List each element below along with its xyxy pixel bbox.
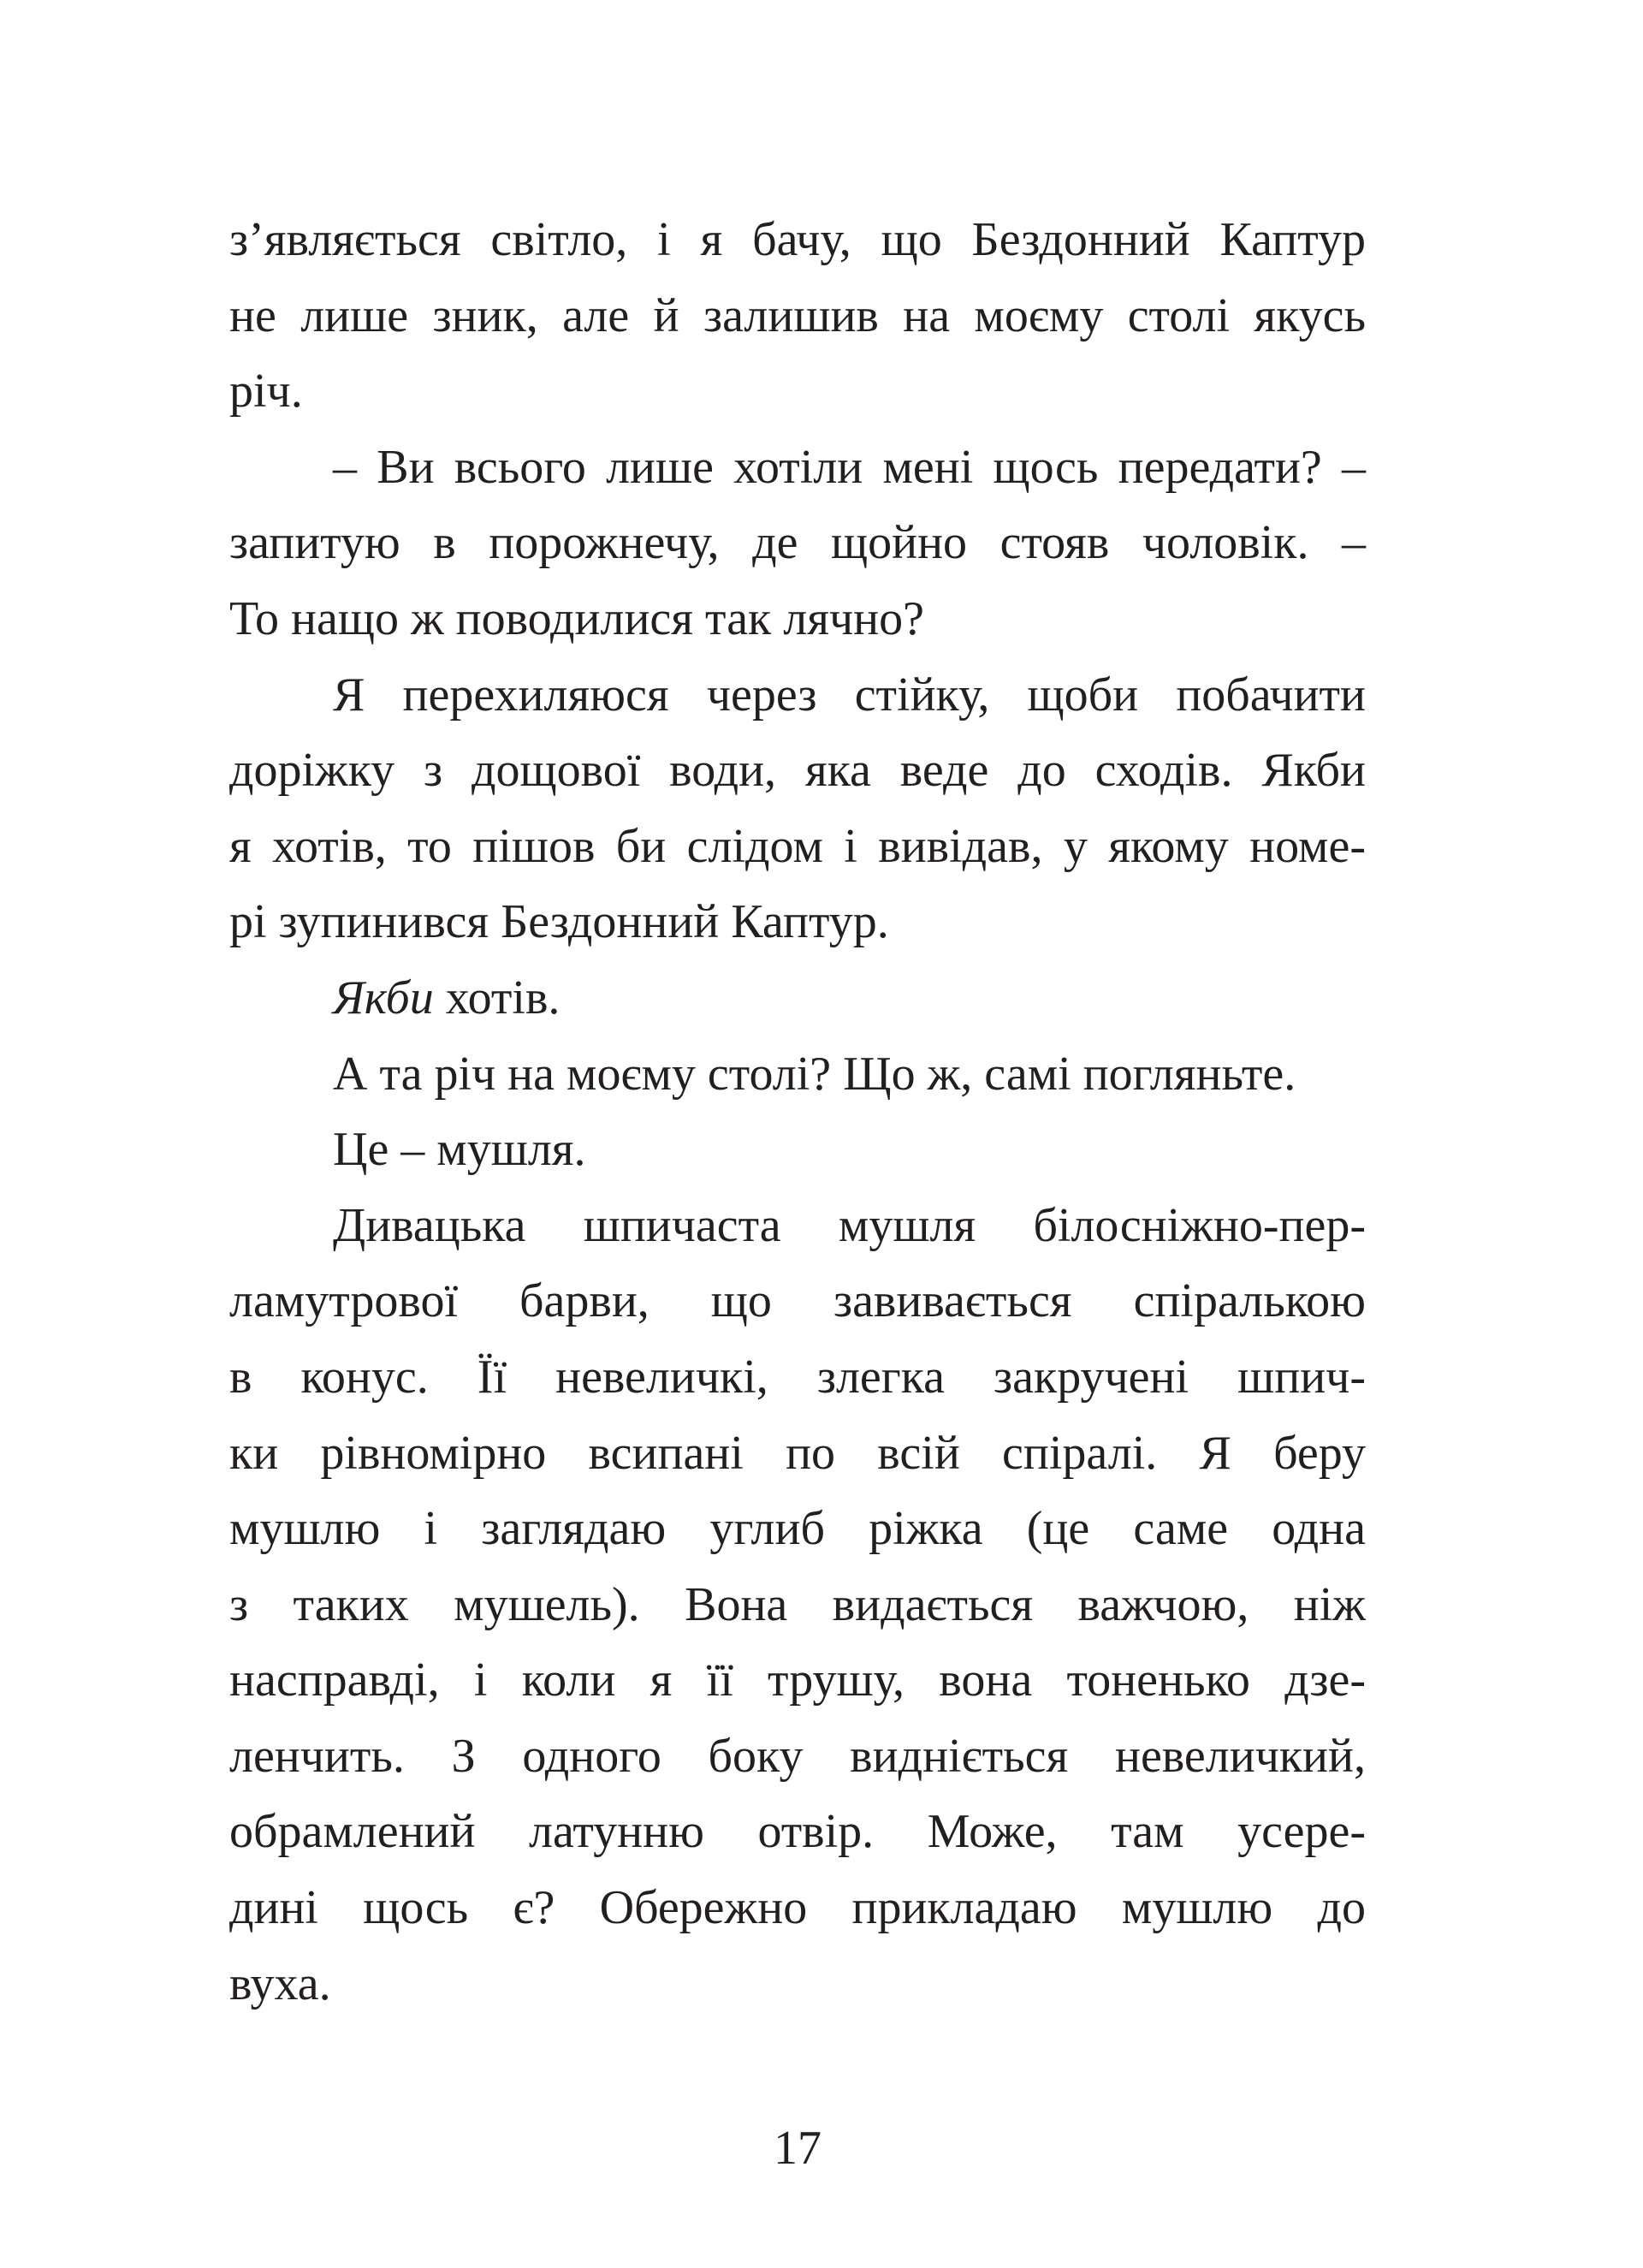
text-line: То нащо ж поводилися так лячно? (229, 591, 924, 645)
text-line: ленчить. З одного боку видніється невеличкий, (229, 1729, 1366, 1783)
text-line: з таких мушель). Вона видається важчою, ніж (229, 1577, 1366, 1631)
body-text (229, 202, 1366, 2022)
text-line: з’являється світло, і я бачу, що Бездонний Каптур (229, 213, 1366, 266)
text-line: річ. (229, 365, 303, 419)
text-line: дині щось є? Обережно прикладаю мушлю до (229, 1881, 1366, 1935)
text-line: – Ви всього лише хотіли мені щось передати? – (333, 440, 1366, 494)
text-line: Я перехиляюся через стійку, щоби побачити (333, 668, 1366, 721)
text-line: в конус. Її невеличкі, злегка закручені шпич- (229, 1350, 1366, 1404)
text-line: я хотів, то пішов би слідом і вивідав, у якому номе- (229, 819, 1366, 873)
text-line: насправді, і коли я її трушу, вона тоненько дзе- (229, 1654, 1366, 1707)
text-line-italic (229, 960, 1366, 1036)
text-line: обрамлений латунню отвір. Може, там усере- (229, 1805, 1366, 1859)
text-line: Це – мушля. (333, 1123, 586, 1177)
text-line: вуха. (229, 1956, 331, 2010)
text-line: А та річ на моєму столі? Що ж, самі погляньте. (333, 1047, 1296, 1101)
text-line: рі зупинився Бездонний Каптур. (229, 895, 889, 949)
text-line: ламутрової барви, що завивається спіралькою (229, 1274, 1366, 1328)
text-line: не лише зник, але й залишив на моєму столі якусь (229, 288, 1366, 342)
italic-word: Якби (333, 971, 434, 1024)
page-number: 17 (774, 2122, 822, 2175)
text-rest: хотів. (433, 971, 561, 1024)
text-line: ки рівномірно всипані по всій спіралі. Я беру (229, 1426, 1366, 1480)
text-line: запитую в порожнечу, де щойно стояв чоловік. – (229, 516, 1366, 570)
text-line: мушлю і заглядаю углиб ріжка (це саме одна (229, 1502, 1366, 1556)
text-line: доріжку з дощової води, яка веде до сходів. Якби (229, 744, 1366, 798)
text-line: Дивацька шпичаста мушля білосніжно-пер- (333, 1198, 1366, 1252)
